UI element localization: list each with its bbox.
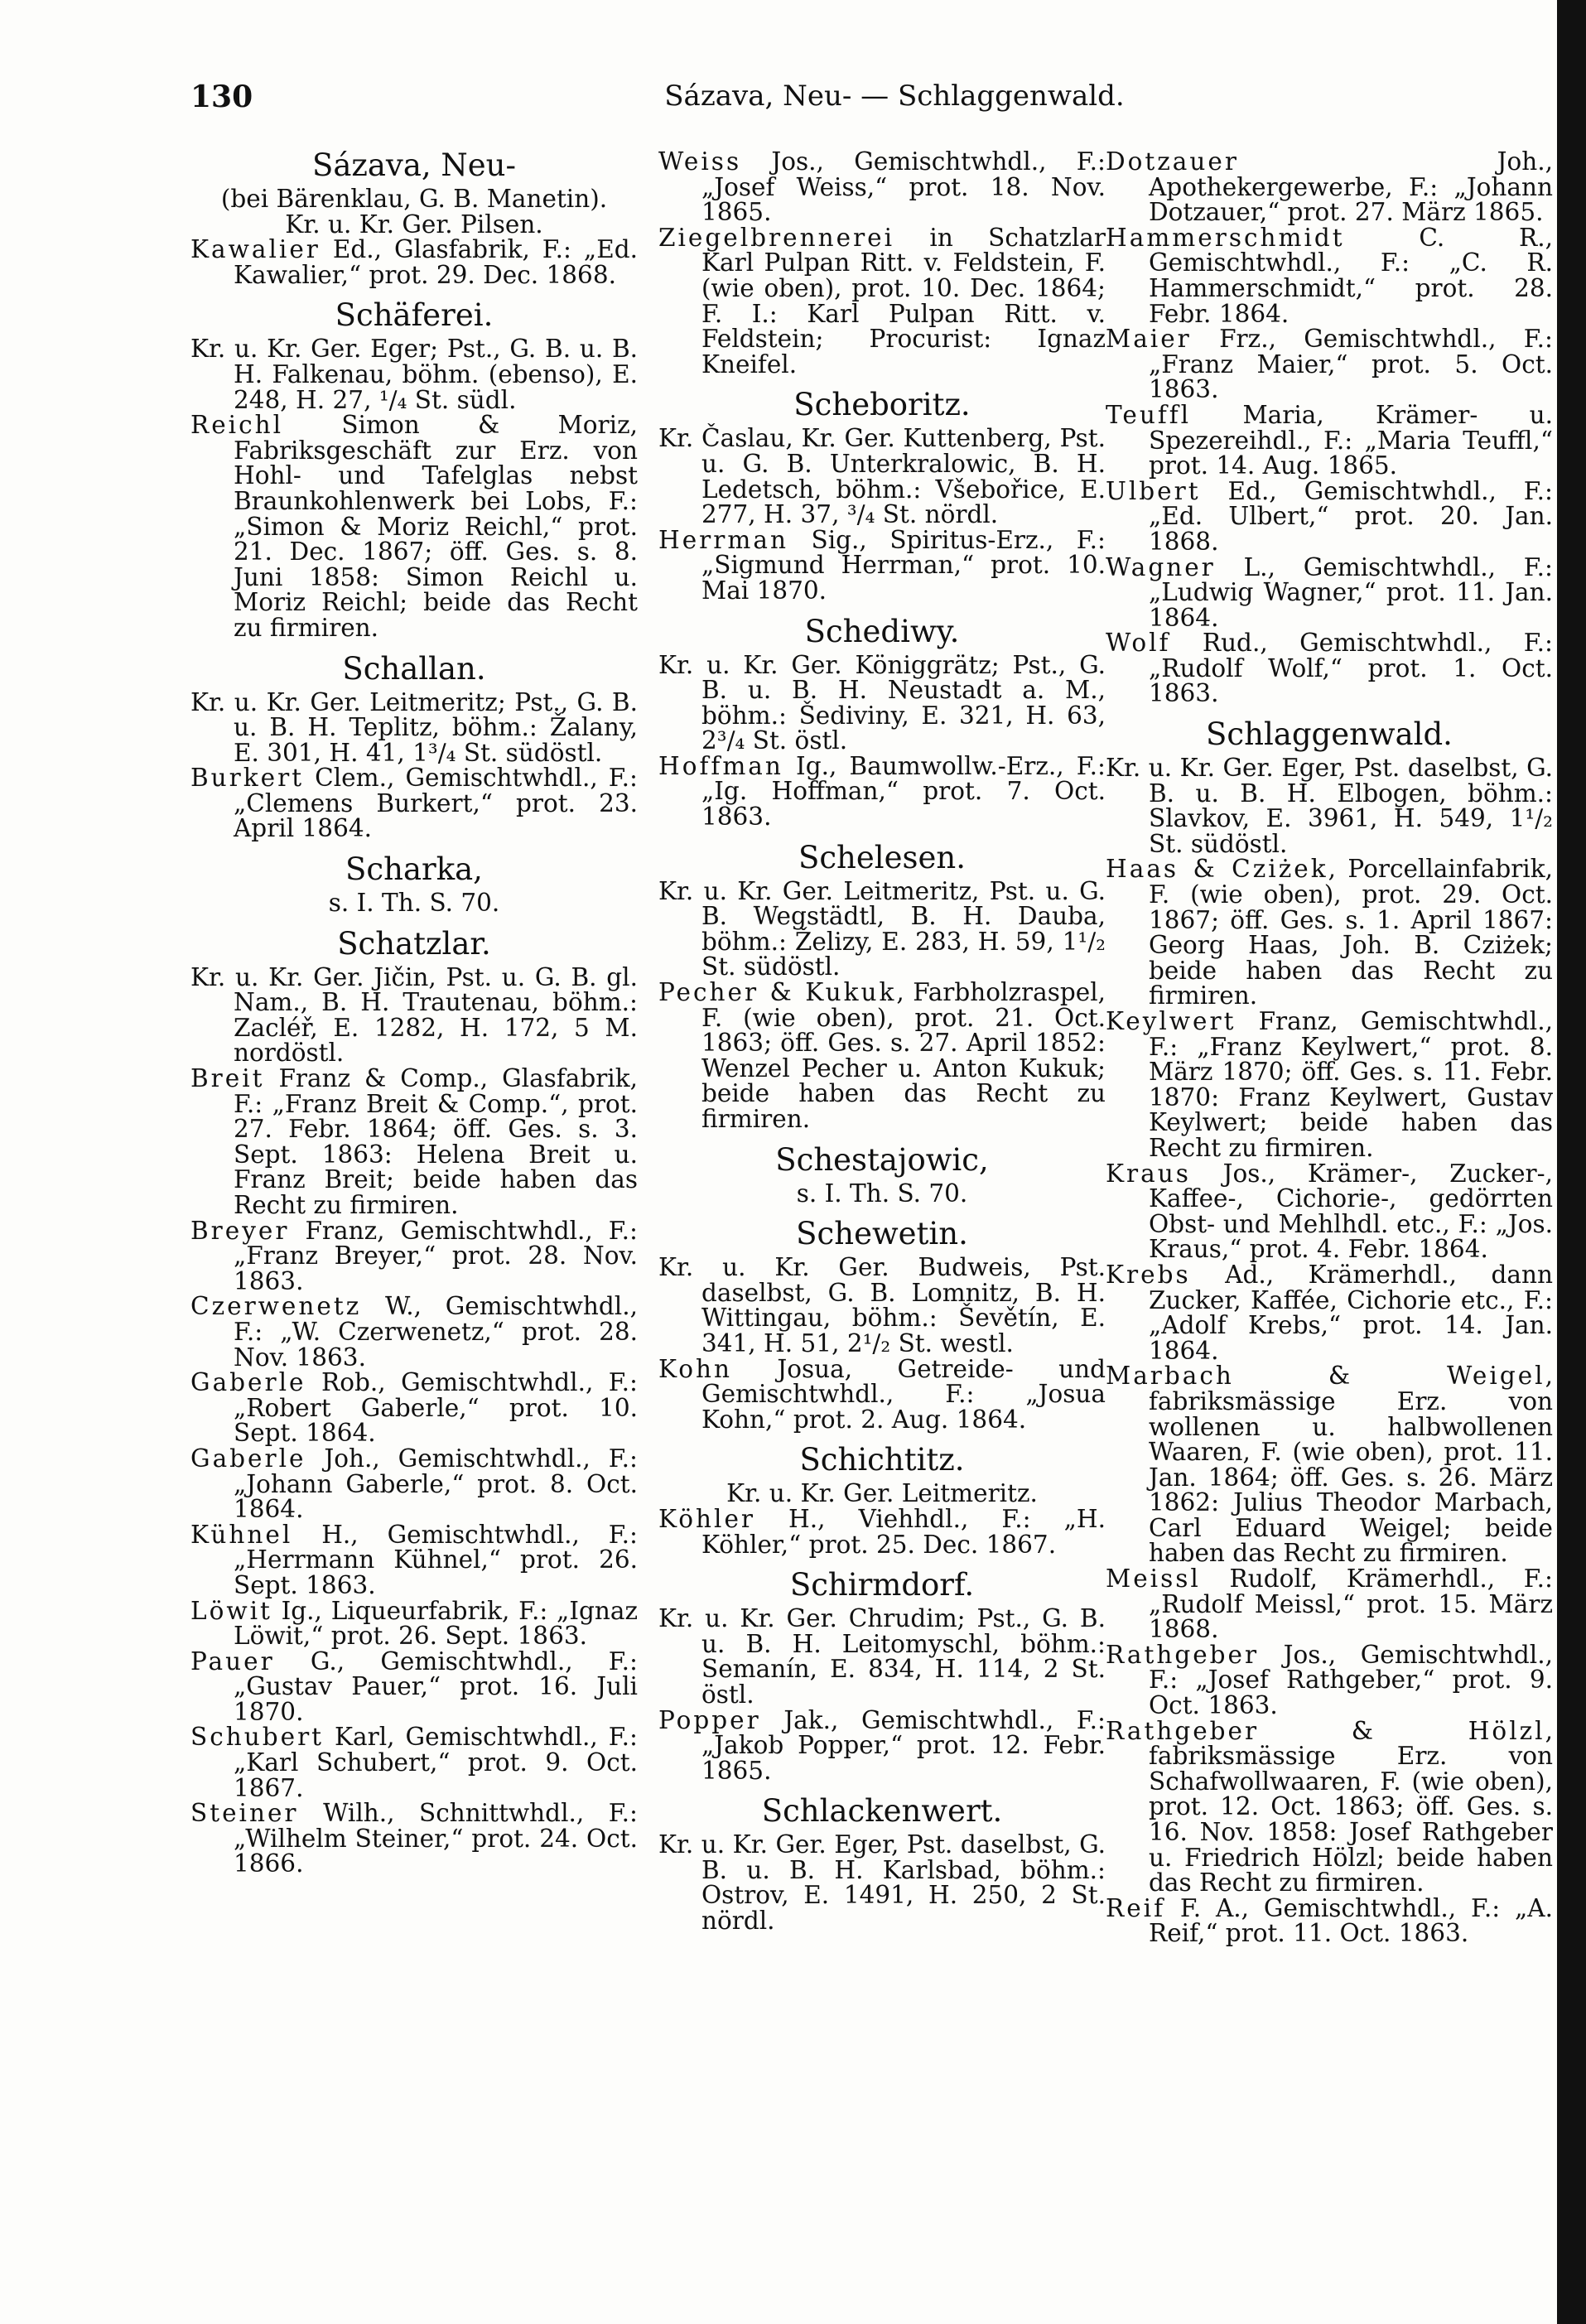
firm-name: Czerwenetz [190, 1292, 362, 1321]
firm-name: Pauer [190, 1647, 275, 1675]
firm-entry [190, 1370, 638, 1446]
firm-name: Breyer [190, 1216, 290, 1245]
firm-name: Ulbert [1106, 476, 1201, 505]
firm-entry [658, 149, 1106, 225]
entry-text: H., Viehhdl., F.: „H. Köhler,“ prot. 25. Dec. 1867. [701, 1504, 1106, 1559]
entry-text: Kr. u. Kr. Ger. Eger, Pst. daselbst, G. B. u. B. H. Karlsbad, böhm.: Ostrov, E. 1491, H. 250, 2 St. nördl. [658, 1830, 1106, 1936]
entry-text: Frz., Gemischtwhdl., F.: „Franz Maier,“ prot. 5. Oct. 1863. [1149, 325, 1553, 404]
place-info [658, 876, 1106, 981]
entry-text: F. A., Gemischtwhdl., F.: „A. Reif,“ prot. 11. Oct. 1863. [1149, 1893, 1553, 1948]
place-heading: Schestajowic, [775, 1141, 989, 1178]
entry-text: Josua, Getreide- und Gemischtwhdl., F.: „Josua Kohn,“ prot. 2. Aug. 1864. [701, 1354, 1106, 1434]
entry-text: , Farbholzraspel, F. (wie oben), prot. 21. Oct. 1863; öff. Ges. s. 27. April 1852: Wenzel Pecher u. Anton Kukuk; beide haben das Recht zu firmiren. [701, 978, 1106, 1133]
firm-name: Hammerschmidt [1106, 223, 1345, 252]
scan-edge [1557, 0, 1586, 2324]
firm-name: Herrman [658, 525, 788, 554]
entry-text: Joh., Gemischtwhdl., F.: „Johann Gaberle,“ prot. 8. Oct. 1864. [234, 1444, 638, 1524]
firm-entry [1106, 630, 1553, 706]
firm-entry [658, 225, 1106, 378]
entry-text: Ed., Glasfabrik, F.: „Ed. Kawalier,“ prot. 29. Dec. 1868. [234, 235, 638, 289]
firm-entry [1106, 149, 1553, 225]
firm-name: Kohn [658, 1354, 733, 1383]
firm-entry [1106, 326, 1553, 403]
firm-name: Hoffman [658, 751, 783, 780]
firm-entry [1106, 552, 1553, 632]
entry-text: Jos., Gemischtwhdl., F.: „Josef Rathgeber,“ prot. 9. Oct. 1863. [1149, 1640, 1553, 1720]
firm-name: Wagner [1106, 552, 1216, 581]
entry-text: , fabriksmässige Erz. von wollenen u. halbwollenen Waaren, F. (wie oben), prot. 11. Jan. 1864; öff. Ges. s. 26. März 1862: Julius Theodor Marbach, Carl Eduard Weigel; beide haben das Recht zu firmiren. [1149, 1362, 1553, 1568]
firm-entry [190, 1446, 638, 1522]
entry-text: Ig., Baumwollw.-Erz., F.: „Ig. Hoffman,“ prot. 7. Oct. 1863. [701, 751, 1106, 832]
firm-entry [1106, 1716, 1553, 1897]
firm-name: Krebs [1106, 1260, 1191, 1289]
entry-text: Ig., Liqueurfabrik, F.: „Ignaz Löwit,“ prot. 26. Sept. 1863. [234, 1596, 638, 1651]
place-note: Kr. u. Kr. Ger. Pilsen. [285, 210, 543, 239]
column-middle [658, 149, 1106, 1934]
entry-text: Franz & Comp., Glasfabrik, F.: „Franz Breit & Comp.“, prot. 27. Febr. 1864; öff. Ges. s. 3. Sept. 1863: Helena Breit u. Franz Breit; beide haben das Recht zu firmiren. [234, 1064, 638, 1219]
firm-name: Löwit [190, 1596, 272, 1625]
place-info [658, 1830, 1106, 1936]
firm-entry [658, 1354, 1106, 1434]
firm-entry [190, 1294, 638, 1370]
firm-name: Dotzauer [1106, 147, 1239, 176]
firm-entry [658, 1705, 1106, 1785]
firm-entry [1106, 1262, 1553, 1363]
firm-entry [1106, 400, 1553, 480]
place-info [190, 336, 638, 412]
place-info [1106, 755, 1553, 856]
firm-name: Keylwert [1106, 1007, 1237, 1035]
firm-entry [1106, 1363, 1553, 1566]
firm-name: Köhler [658, 1504, 756, 1533]
place-heading: Schlackenwert. [761, 1793, 1003, 1830]
firm-entry [190, 1598, 638, 1649]
firm-name: Rathgeber & Hölzl [1106, 1716, 1545, 1745]
firm-name: Teuffl [1106, 400, 1192, 429]
place-info [190, 962, 638, 1068]
entry-text: Sig., Spiritus-Erz., F.: „Sigmund Herrman,“ prot. 10. Mai 1870. [701, 525, 1106, 605]
place-heading: Sázava, Neu- [311, 147, 517, 183]
place-heading: Scheboritz. [793, 387, 971, 423]
entry-text: Ed., Gemischtwhdl., F.: „Ed. Ulbert,“ prot. 20. Jan. 1868. [1149, 476, 1553, 556]
entry-text: Clem., Gemischtwhdl., F.: „Clemens Burkert,“ prot. 23. April 1864. [234, 764, 638, 843]
firm-name: Gaberle [190, 1444, 306, 1473]
firm-name: Schubert [190, 1723, 325, 1752]
firm-entry [190, 1649, 638, 1725]
firm-name: Rathgeber [1106, 1640, 1260, 1669]
firm-entry [1106, 225, 1553, 326]
firm-name: Weiss [658, 147, 742, 176]
firm-entry [190, 412, 638, 640]
place-info [190, 687, 638, 767]
place-note: Kr. u. Kr. Ger. Leitmeritz. [726, 1479, 1038, 1508]
entry-text: Franz, Gemischtwhdl., F.: „Franz Keylwert,“ prot. 8. März 1870; öff. Ges. s. 11. Febr. 1870: Franz Keylwert, Gustav Keylwert; beide haben das Recht zu firmiren. [1149, 1007, 1553, 1162]
entry-text: G., Gemischtwhdl., F.: „Gustav Pauer,“ prot. 16. Juli 1870. [234, 1647, 638, 1726]
page-number: 130 [190, 80, 253, 114]
firm-name: Steiner [190, 1799, 299, 1828]
firm-entry [190, 1218, 638, 1295]
firm-name: Haas & Cziżek [1106, 855, 1328, 884]
firm-name: Gaberle [190, 1368, 306, 1397]
entry-text: H., Gemischtwhdl., F.: „Herrmann Kühnel,“ prot. 26. Sept. 1863. [234, 1520, 638, 1599]
entry-text: , Porcellainfabrik, F. (wie oben), prot. 29. Oct. 1867; öff. Ges. s. 1. April 1867: Georg Haas, Joh. B. Cziżek; beide haben das Recht zu firmiren. [1149, 855, 1553, 1010]
page-header [190, 80, 1516, 129]
place-note: s. I. Th. S. 70. [796, 1179, 968, 1208]
entry-text: , fabriksmässige Erz. von Schafwollwaaren, F. (wie oben), prot. 12. Oct. 1863; öff. Ges. s. 16. Nov. 1858: Josef Rathgeber u. Friedrich Hölzl; beide haben das Recht zu firmiren. [1149, 1716, 1553, 1897]
entry-text: Kr. u. Kr. Ger. Jičin, Pst. u. G. B. gl. Nam., B. H. Trautenau, böhm.: Zacléř, E. 1282, H. 172, 5 M. nordöstl. [190, 962, 638, 1068]
column-right [1106, 149, 1553, 1946]
firm-name: Popper [658, 1705, 761, 1734]
place-heading: Schäferei. [335, 297, 494, 334]
entry-text: Wilh., Schnittwhdl., F.: „Wilhelm Steiner,“ prot. 24. Oct. 1866. [234, 1799, 638, 1878]
place-note: (bei Bärenklau, G. B. Manetin). [220, 185, 608, 213]
entry-text: W., Gemischtwhdl., F.: „W. Czerwenetz,“ prot. 28. Nov. 1863. [234, 1292, 638, 1372]
place-heading: Scharka, [345, 851, 483, 888]
entry-text: L., Gemischtwhdl., F.: „Ludwig Wagner,“ prot. 11. Jan. 1864. [1149, 552, 1553, 632]
column-left [190, 149, 638, 1877]
entry-text: C. R., Gemischtwhdl., F.: „C. R. Hammerschmidt,“ prot. 28. Febr. 1864. [1149, 223, 1553, 328]
entry-text: Maria, Krämer- u. Spezereihdl., F.: „Maria Teuffl,“ prot. 14. Aug. 1865. [1149, 400, 1553, 480]
firm-entry [190, 1066, 638, 1218]
firm-entry [658, 751, 1106, 832]
firm-entry [1106, 1566, 1553, 1642]
firm-name: Reif [1106, 1893, 1166, 1922]
entry-text: Karl, Gemischtwhdl., F.: „Karl Schubert,“ prot. 9. Oct. 1867. [234, 1723, 638, 1802]
firm-entry [1106, 1642, 1553, 1719]
entry-text: Simon & Moriz, Fabriksgeschäft zur Erz. von Hohl- und Tafelglas nebst Braunkohlenwerk bei Lobs, F.: „Simon & Moriz Reichl,“ prot. 21. Dec. 1867; öff. Ges. s. 8. Juni 1858: Simon Reichl u. Moriz Reichl; beide das Recht zu firmiren. [234, 411, 638, 642]
place-heading: Schlaggenwald. [1206, 716, 1453, 753]
firm-entry [1106, 856, 1553, 1009]
entry-text: Jos., Krämer-, Zucker-, Kaffee-, Cichorie-, gedörrten Obst- und Mehlhdl. etc., F.: „Jos. Kraus,“ prot. 4. Febr. 1864. [1149, 1159, 1553, 1264]
firm-name: Reichl [190, 411, 284, 440]
place-info [658, 426, 1106, 527]
firm-name: Kühnel [190, 1520, 293, 1549]
firm-entry [190, 765, 638, 841]
place-heading: Schichtitz. [799, 1442, 965, 1478]
entry-text: Franz, Gemischtwhdl., F.: „Franz Breyer,“ prot. 28. Nov. 1863. [234, 1216, 638, 1295]
firm-entry [190, 1724, 638, 1801]
entry-text: Rudolf, Krämerhdl., F.: „Rudolf Meissl,“ prot. 15. März 1868. [1149, 1565, 1553, 1644]
entry-text: Joh., Apothekergewerbe, F.: „Johann Dotzauer,“ prot. 27. März 1865. [1149, 147, 1553, 227]
entry-text: Kr. u. Kr. Ger. Leitmeritz, Pst. u. G. B. Wegstädtl, B. H. Dauba, böhm.: Želizy, E. 283, H. 59, 1¹/₂ St. südöstl. [658, 876, 1106, 981]
place-info [658, 1606, 1106, 1707]
entry-text: Kr. Časlau, Kr. Ger. Kuttenberg, Pst. u. G. B. Unterkralowic, B. H. Ledetsch, böhm.: Všebořice, E. 277, H. 37, ³/₄ St. nördl. [658, 424, 1106, 529]
firm-name: Wolf [1106, 629, 1171, 658]
entry-text: Rob., Gemischtwhdl., F.: „Robert Gaberle,“ prot. 10. Sept. 1864. [234, 1368, 638, 1448]
firm-entry [190, 1801, 638, 1877]
firm-name: Marbach & Weigel [1106, 1362, 1545, 1391]
firm-name: Breit [190, 1064, 265, 1093]
firm-name: Maier [1106, 325, 1192, 354]
firm-name: Kraus [1106, 1159, 1191, 1188]
entry-text: Jak., Gemischtwhdl., F.: „Jakob Popper,“ prot. 12. Febr. 1865. [701, 1705, 1106, 1785]
place-info [658, 650, 1106, 755]
firm-name: Pecher & Kukuk [658, 978, 897, 1007]
place-info [658, 1255, 1106, 1356]
firm-entry [1106, 1893, 1553, 1948]
firm-entry [1106, 476, 1553, 556]
entry-text: in Schatzlar Karl Pulpan Ritt. v. Feldstein, F. (wie oben), prot. 10. Dec. 1864; F. I.: Karl Pulpan Ritt. v. Feldstein; Procurist: Ignaz Kneifel. [701, 223, 1106, 378]
entry-text: Kr. u. Kr. Ger. Königgrätz; Pst., G. B. u. B. H. Neustadt a. M., böhm.: Šediviny, E. 321, H. 63, 2³/₄ St. östl. [658, 650, 1106, 755]
firm-entry [658, 525, 1106, 605]
entry-text: Kr. u. Kr. Ger. Budweis, Pst. daselbst, G. B. Lomnitz, B. H. Wittingau, böhm.: Ševětín, E. 341, H. 51, 2¹/₂ St. westl. [658, 1253, 1106, 1357]
entry-text: Kr. u. Kr. Ger. Leitmeritz; Pst., G. B. u. B. H. Teplitz, böhm.: Žalany, E. 301, H. 41, 1³/₄ St. südöstl. [190, 687, 638, 767]
entry-text: Kr. u. Kr. Ger. Chrudim; Pst., G. B. u. B. H. Leitomyschl, böhm.: Semanín, E. 834, H. 114, 2 St. östl. [658, 1604, 1106, 1709]
firm-name: Burkert [190, 764, 305, 793]
running-title: Sázava, Neu- — Schlaggenwald. [664, 80, 1125, 113]
firm-entry [190, 237, 638, 287]
place-heading: Schelesen. [798, 839, 966, 875]
place-heading: Schewetin. [796, 1216, 968, 1252]
entry-text: Kr. u. Kr. Ger. Eger; Pst., G. B. u. B. H. Falkenau, böhm. (ebenso), E. 248, H. 27, ¹/₄ St. südl. [190, 335, 638, 414]
place-heading: Schallan. [342, 650, 486, 687]
entry-text: Kr. u. Kr. Ger. Eger, Pst. daselbst, G. B. u. B. H. Elbogen, böhm.: Slavkov, E. 3961, H. 549, 1¹/₂ St. südöstl. [1106, 754, 1553, 858]
firm-name: Kawalier [190, 235, 321, 264]
firm-entry [658, 1504, 1106, 1559]
place-note: s. I. Th. S. 70. [328, 889, 500, 918]
entry-text: Jos., Gemischtwhdl., F.: „Josef Weiss,“ prot. 18. Nov. 1865. [701, 147, 1106, 227]
firm-entry [658, 980, 1106, 1132]
place-heading: Schirmdorf. [789, 1567, 975, 1603]
firm-entry [190, 1522, 638, 1598]
place-heading: Schediwy. [804, 613, 960, 649]
entry-text: Ad., Krämerhdl., dann Zucker, Kaffée, Cichorie etc., F.: „Adolf Krebs,“ prot. 14. Jan. 1864. [1149, 1260, 1553, 1365]
firm-name: Meissl [1106, 1565, 1201, 1594]
firm-entry [1106, 1009, 1553, 1161]
firm-name: Ziegelbrennerei [658, 223, 895, 252]
entry-text: Rud., Gemischtwhdl., F.: „Rudolf Wolf,“ prot. 1. Oct. 1863. [1149, 629, 1553, 708]
firm-entry [1106, 1161, 1553, 1262]
place-heading: Schatzlar. [337, 925, 491, 962]
